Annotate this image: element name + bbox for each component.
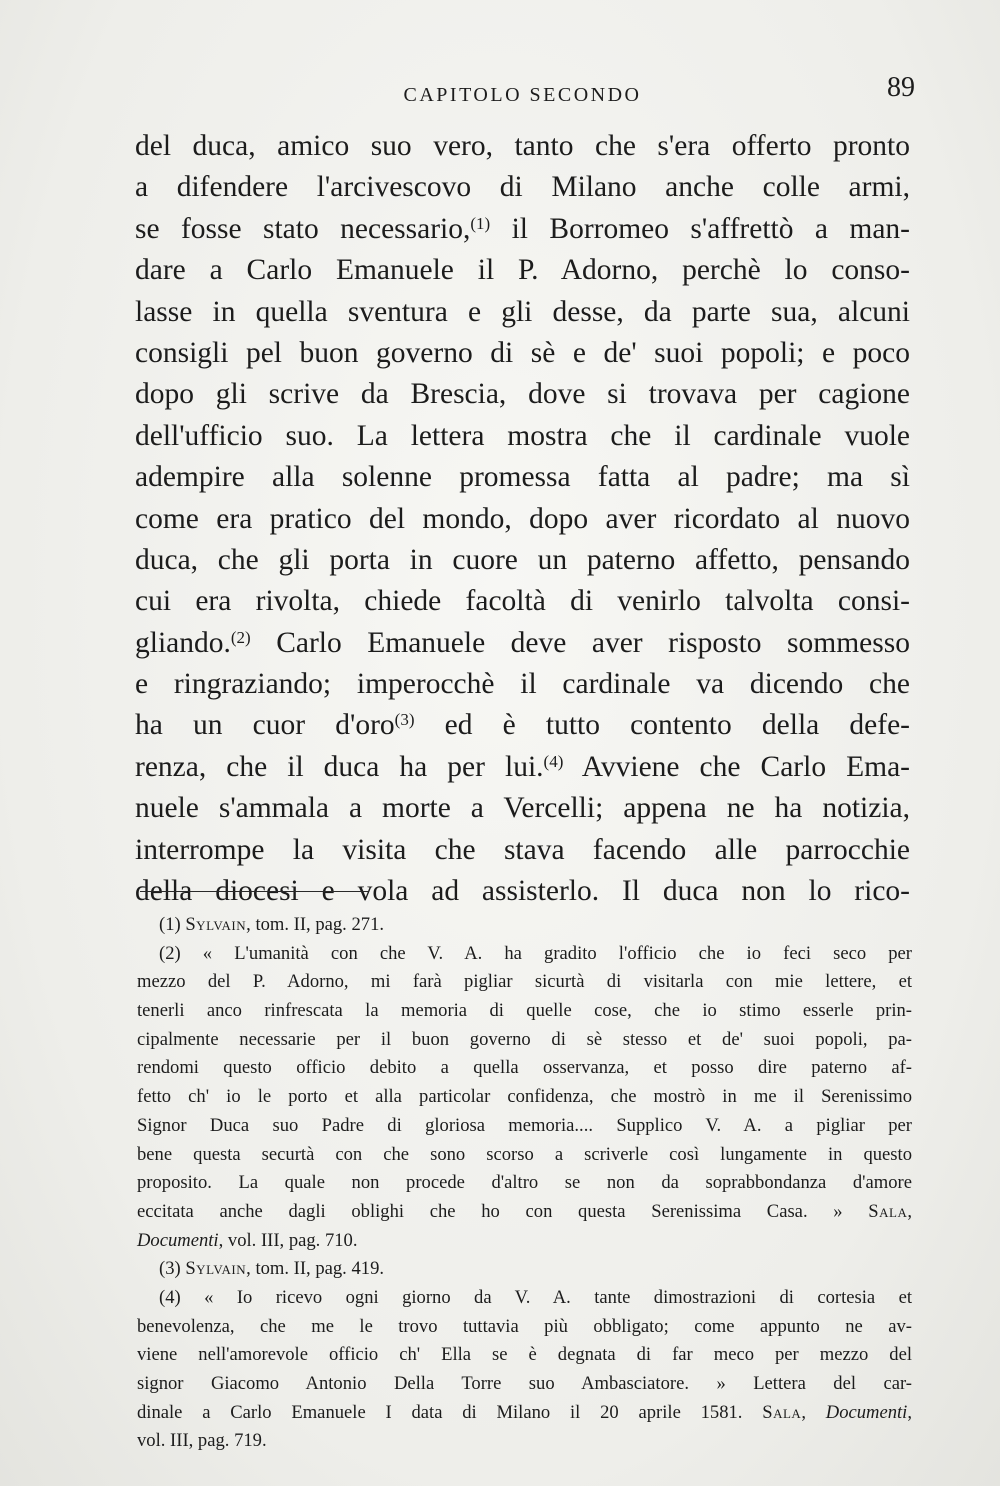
body-line-text: dare a Carlo Emanuele il P. Adorno, perchè lo conso- [135,254,910,287]
body-line [135,333,910,374]
footnote-line: fetto ch' io le porto et alla particolar confidenza, che mostrò in me il Serenissimo [137,1086,912,1108]
body-line-text: duca, che gli porta in cuore un paterno affetto, pensando [135,543,910,576]
body-line [135,167,910,208]
page-header [130,72,915,112]
page-number: 89 [887,72,915,103]
footnote-line: mezzo del P. Adorno, mi farà pigliar sicurtà di visitarla con mie lettere, et [137,971,912,993]
footnote-line: proposito. La quale non procede d'altro se non da soprabbondanza d'amore [137,1172,912,1194]
body-line-text: e ringraziando; imperocchè il cardinale va dicendo che [135,668,910,701]
body-line-text: a difendere l'arcivescovo di Milano anche colle armi, [135,171,910,204]
body-line-text: della diocesi e vola ad assisterlo. Il duca non lo rico- [135,875,910,908]
running-head: CAPITOLO SECONDO [403,84,642,106]
body-line [135,747,910,788]
body-line [135,250,910,291]
body-line-text: del duca, amico suo vero, tanto che s'era offerto pronto [135,130,910,162]
footnote-line: cipalmente necessarie per il buon governo di sè stesso et de' suoi popoli, pa- [137,1028,912,1050]
footnote-4-line: vol. III, pag. 719. [137,1430,267,1452]
footnote-marker: (1) [470,213,491,233]
footnote-line: benevolenza, che me le trovo tuttavia più obbligato; come appunto ne av- [137,1315,912,1337]
footnotes [137,911,912,1456]
body-line [135,292,910,333]
body-line [135,830,910,871]
body-line-text: nuele s'ammala a morte a Vercelli; appena ne ha notizia, [135,792,910,825]
body-line [135,623,910,664]
body-line [135,209,910,250]
footnote-2-line: Documenti, vol. III, pag. 710. [137,1229,358,1251]
body-line-text: dopo gli scrive da Brescia, dove si trovava per cagione [135,378,910,411]
footnote-1: (1) Sylvain, tom. II, pag. 271. [159,914,385,935]
body-line [135,499,910,540]
footnote-2-line: eccitata anche dagli oblighi che ho con questa Serenissima Casa. » Sala, [137,1200,912,1222]
footnote-marker: (3) [394,710,415,730]
footnote-line: Signor Duca suo Padre di gloriosa memoria.... Supplico V. A. a pigliar per [137,1114,912,1136]
body-line [135,374,910,415]
body-line-text: gliando. [135,626,231,659]
body-line-text: Carlo Emanuele deve aver risposto sommesso [250,626,910,659]
footnote-line: viene nell'amorevole officio ch' Ella se è degnata di far meco per mezzo del [137,1344,912,1366]
body-line-text: renza, che il duca ha per lui. [135,750,544,783]
body-line-text: dell'ufficio suo. La lettera mostra che il cardinale vuole [135,419,910,452]
footnote-line: (4) « Io ricevo ogni giorno da V. A. tante dimostrazioni di cortesia et [159,1286,912,1308]
body-line [135,705,910,746]
body-line [135,126,910,167]
footnote-4 [137,1284,912,1399]
body-line-text: ha un cuor d'oro [135,709,395,742]
footnote-marker: (2) [230,627,251,647]
body-text [135,126,910,912]
footnote-line: bene questa securtà con che sono scorso a scriverle così lungamente in questo [137,1143,912,1165]
body-line-text: il Borromeo s'affrettò a man- [490,212,910,245]
body-line-text: se fosse stato necessario, [135,212,471,245]
footnote-3: (3) Sylvain, tom. II, pag. 419. [159,1258,385,1280]
footnote-2 [137,940,912,1198]
footnote-line: tenerli anco rinfrescata la memoria di quelle cose, che io stimo esserle prin- [137,1000,912,1022]
body-line [135,416,910,457]
body-line-text: lasse in quella sventura e gli desse, da parte sua, alcuni [135,295,910,328]
footnote-marker: (4) [543,751,564,771]
footnote-line: signor Giacomo Antonio Della Torre suo Ambasciatore. » Lettera del car- [137,1373,912,1394]
body-line [135,540,910,581]
footnote-line: (2) « L'umanità con che V. A. ha gradito l'officio che io feci seco per [159,942,912,964]
footnote-4-line: dinale a Carlo Emanuele I data di Milano il 20 aprile 1581. Sala, Documenti, [137,1401,913,1423]
body-line-text: cui era rivolta, chiede facoltà di venirlo talvolta consi- [135,585,910,618]
body-line-text: interrompe la visita che stava facendo alle parrocchie [135,833,910,866]
body-line-text: Avviene che Carlo Ema- [563,750,911,783]
footnote-line: rendomi questo officio debito a quella osservanza, et posso dire paterno af- [137,1057,912,1079]
body-line [135,581,910,622]
body-line [135,457,910,498]
footnote-rule [140,891,368,892]
body-line-text: adempire alla solenne promessa fatta al padre; ma sì [135,461,910,494]
body-line [135,788,910,829]
body-line-text: consigli pel buon governo di sè e de' suoi popoli; e poco [135,336,910,369]
body-line-text: come era pratico del mondo, dopo aver ricordato al nuovo [135,502,910,535]
body-line [135,664,910,705]
body-line-text: ed è tutto contento della defe- [414,709,910,742]
